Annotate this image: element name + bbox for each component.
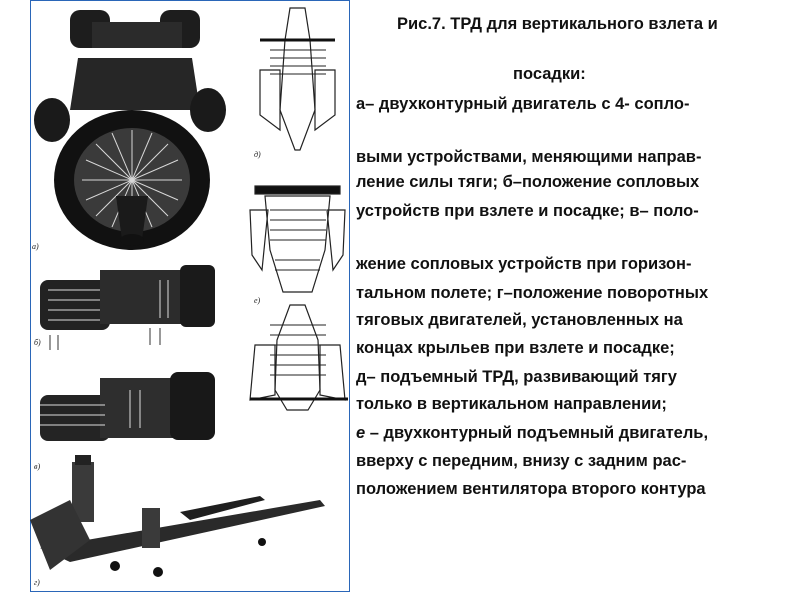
caption-title: Рис.7. ТРД для вертикального взлета и <box>397 15 718 33</box>
figure-label-g: г) <box>34 578 40 587</box>
caption-line: выми устройствами, меняющими направ- <box>356 148 702 166</box>
caption-e-rest: – двухконтурный подъемный двигатель, <box>365 424 709 442</box>
caption-line: концах крыльев при взлете и посадке; <box>356 339 675 357</box>
caption-line: положением вентилятора второго контура <box>356 480 706 498</box>
caption-line-e <box>356 423 708 443</box>
figure-label-e: е) <box>254 296 261 305</box>
caption-line: ление силы тяги; б–положение сопловых <box>356 173 700 191</box>
caption-line: д– подъемный ТРД, развивающий тягу <box>356 368 677 386</box>
caption-title-continuation: посадки: <box>513 65 586 83</box>
caption-line: только в вертикальном направлении; <box>356 395 667 413</box>
caption-line: жение сопловых устройств при горизон- <box>356 255 692 273</box>
caption-line: устройств при взлете и посадке; в– поло- <box>356 202 699 220</box>
figure-label-a: а) <box>32 242 39 251</box>
figure-label-d: д) <box>254 150 261 159</box>
caption-line: тяговых двигателей, установленных на <box>356 311 683 329</box>
figure-label-b: б) <box>34 338 41 347</box>
caption-line: а– двухконтурный двигатель с 4- сопло- <box>356 95 690 113</box>
caption-line: тальном полете; г–положение поворотных <box>356 284 709 302</box>
figure-label-v: в) <box>34 462 41 471</box>
caption-e-letter: е <box>356 424 366 442</box>
caption-line: вверху с передним, внизу с задним рас- <box>356 452 687 470</box>
